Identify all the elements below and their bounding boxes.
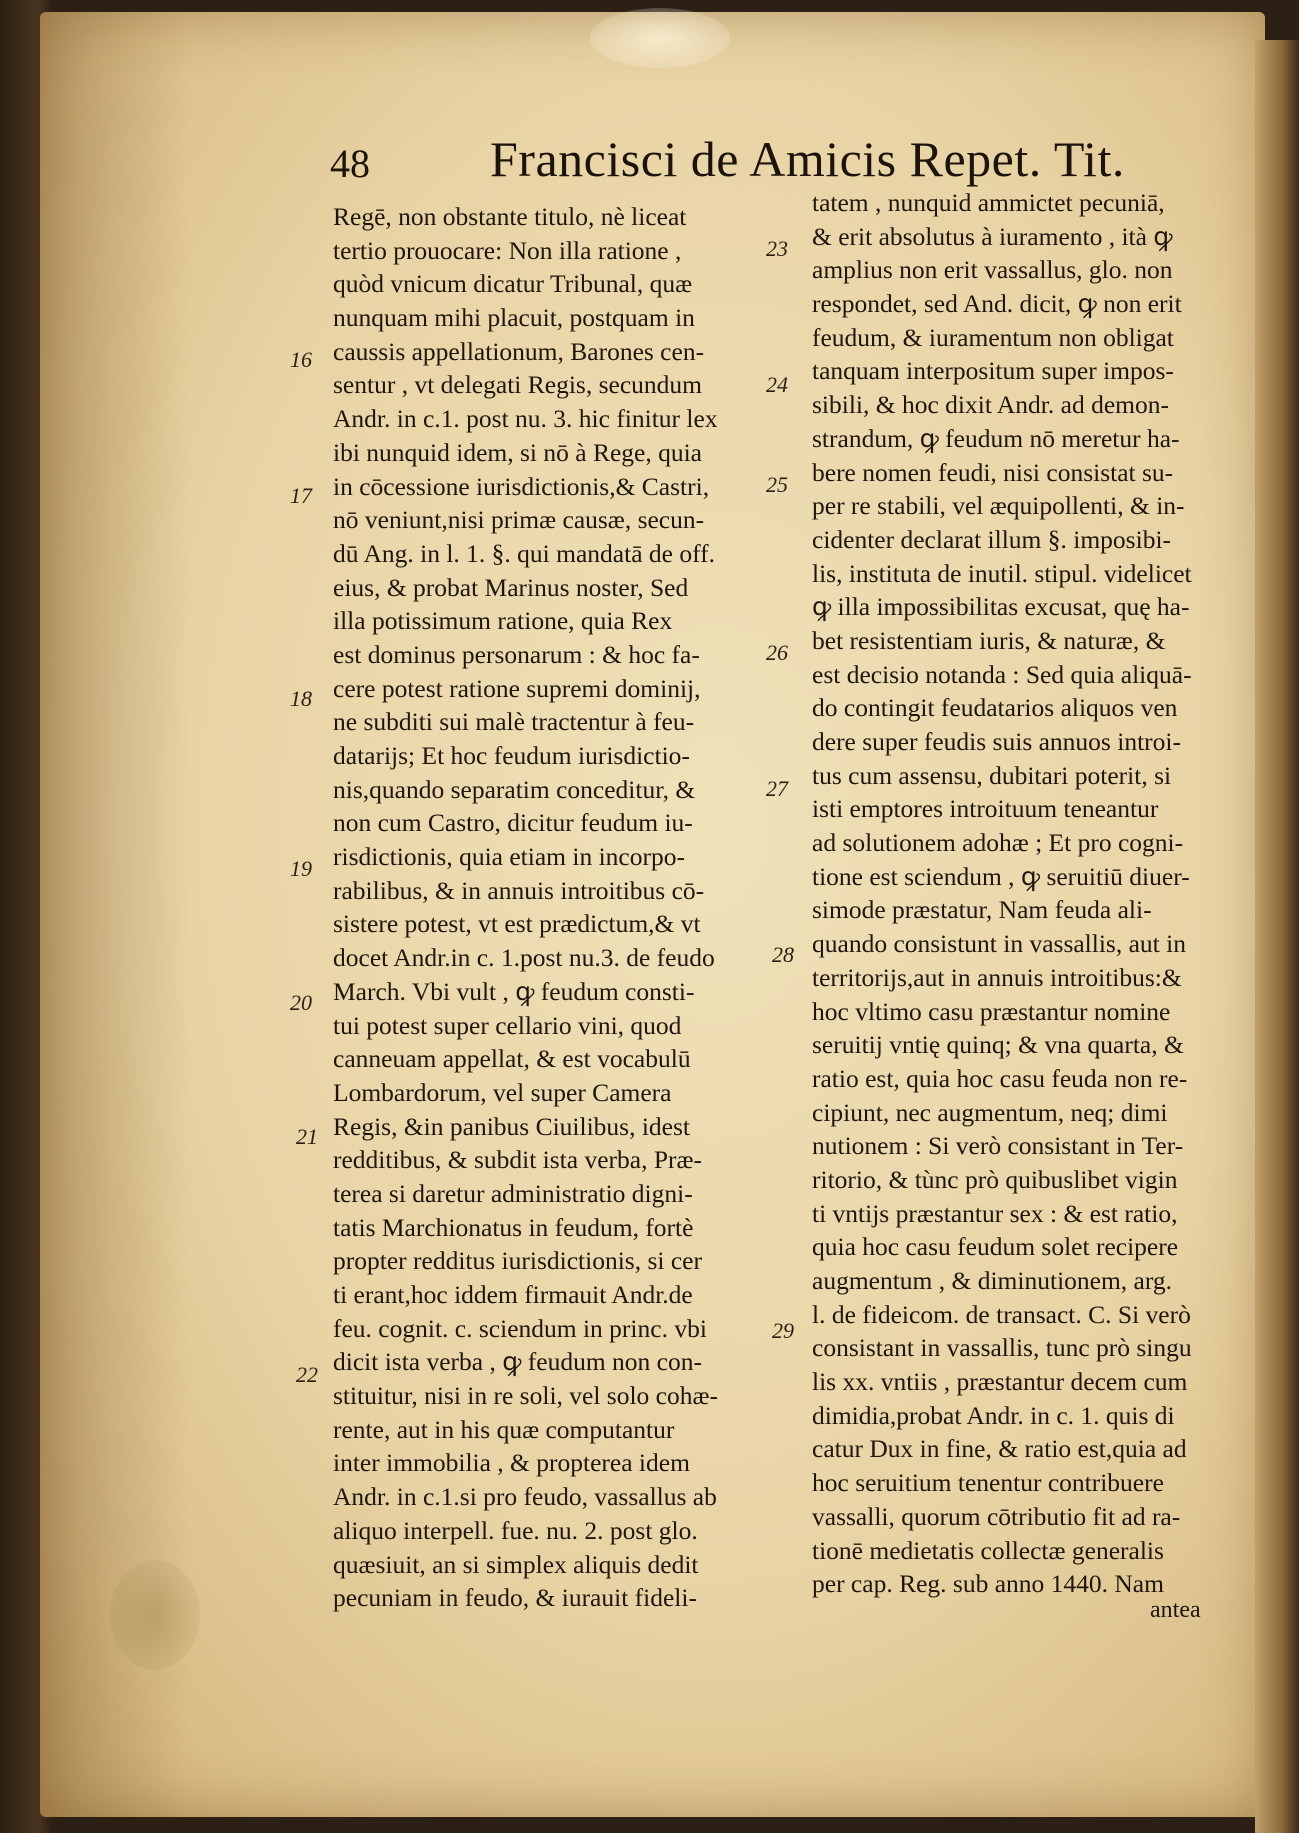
text-line: risdictionis, quia etiam in incorpo- (333, 842, 685, 872)
text-line: tionē medietatis collectæ generalis (812, 1535, 1164, 1565)
text-line: ratio est, quia hoc casu feuda non re- (812, 1063, 1188, 1093)
text-line: illa potissimum ratione, quia Rex (333, 606, 673, 636)
text-line: tertio prouocare: Non illa ratione , (333, 235, 682, 265)
text-line: & erit absolutus à iuramento , ità ꝙ (812, 221, 1173, 251)
text-line: do contingit feudatarios aliquos ven (812, 693, 1178, 723)
text-line: dere super feudis suis annuos introi- (812, 727, 1181, 756)
text-line: quòd vnicum dicatur Tribunal, quæ (333, 269, 693, 299)
paper-stain (590, 8, 730, 68)
text-line: seruitij vntię quinq; & vna quarta, & (812, 1030, 1184, 1060)
text-line: datarijs; Et hoc feudum iurisdictio- (333, 741, 690, 770)
text-line: lis, instituta de inutil. stipul. videlicet (812, 558, 1192, 588)
text-line: propter redditus iurisdictionis, si cer (333, 1246, 702, 1276)
text-line: dū Ang. in l. 1. §. qui mandatā de off. (333, 538, 715, 568)
margin-number: 16 (290, 347, 312, 372)
page-number: 48 (330, 141, 370, 186)
margin-number: 17 (290, 483, 312, 508)
text-line: nutionem : Si verò consistant in Ter- (812, 1131, 1184, 1161)
margin-number: 18 (290, 686, 312, 711)
text-line: eius, & probat Marinus noster, Sed (333, 572, 689, 602)
text-line: per re stabili, vel æquipollenti, & in- (812, 491, 1185, 521)
text-line: Andr. in c.1.si pro feudo, vassallus ab (333, 1482, 717, 1512)
text-line: docet Andr.in c. 1.post nu.3. de feudo (333, 943, 715, 973)
margin-number: 27 (766, 776, 788, 801)
text-line: est dominus personarum : & hoc fa- (333, 639, 700, 669)
text-line: strandum, ꝙ feudum nō meretur ha- (812, 423, 1180, 453)
text-line: per cap. Reg. sub anno 1440. Nam (812, 1569, 1164, 1599)
margin-number: 29 (772, 1318, 794, 1343)
text-line: rente, aut in his quæ computantur (333, 1414, 675, 1444)
text-line: redditibus, & subdit ista verba, Præ- (333, 1145, 703, 1175)
text-line: quæsiuit, an si simplex aliquis dedit (333, 1549, 699, 1579)
text-line: ti vntijs præstantur sex : & est ratio, (812, 1198, 1178, 1228)
text-line: cipiunt, nec augmentum, neq; dimi (812, 1097, 1168, 1127)
text-line: sibili, & hoc dixit Andr. ad demon- (812, 390, 1169, 420)
text-line: non cum Castro, dicitur feudum iu- (333, 808, 693, 838)
text-line: consistant in vassallis, tunc prò singu (812, 1333, 1192, 1363)
running-title: Francisci de Amicis Repet. Tit. (490, 131, 1125, 187)
text-line: sentur , vt delegati Regis, secundum (333, 370, 702, 400)
text-line: tatis Marchionatus in feudum, fortè (333, 1212, 694, 1242)
right-text-column (812, 186, 1252, 1601)
text-line: feu. cognit. c. sciendum in princ. vbi (333, 1313, 707, 1343)
text-line: tione est sciendum , ꝙ seruitiū diuer- (812, 861, 1190, 891)
text-line: nunquam mihi placuit, postquam in (333, 303, 695, 333)
text-line: hoc seruitium tenentur contribuere (812, 1468, 1164, 1498)
text-line: ritorio, & tùnc prò quibuslibet vigin (812, 1164, 1178, 1194)
margin-number: 19 (290, 856, 312, 881)
text-line: ne subditi sui malè tractentur à feu- (333, 707, 695, 737)
text-line: nis,quando separatim conceditur, & (333, 774, 696, 804)
page-fore-edge (1255, 40, 1299, 1833)
text-line: hoc vltimo casu præstantur nomine (812, 996, 1171, 1026)
text-line: ibi nunquid idem, si nō à Rege, quia (333, 437, 702, 467)
text-line: bet resistentiam iuris, & naturæ, & (812, 625, 1166, 655)
text-line: amplius non erit vassallus, glo. non (812, 255, 1173, 285)
text-line: tus cum assensu, dubitari poterit, si (812, 760, 1172, 790)
margin-number: 25 (766, 472, 788, 497)
text-line: March. Vbi vult , ꝙ feudum consti- (333, 976, 695, 1006)
text-line: sistere potest, vt est prædictum,& vt (333, 909, 701, 939)
text-line: in cōcessione iurisdictionis,& Castri, (333, 471, 710, 501)
text-line: cere potest ratione supremi dominij, (333, 673, 701, 703)
text-line: feudum, & iuramentum non obligat (812, 322, 1174, 352)
left-text-column (333, 200, 773, 1615)
text-line: dicit ista verba , ꝙ feudum non con- (333, 1347, 702, 1377)
text-line: ad solutionem adohæ ; Et pro cogni- (812, 828, 1184, 858)
text-line: caussis appellationum, Barones cen- (333, 336, 705, 366)
text-line: canneuam appellat, & est vocabulū (333, 1044, 691, 1074)
text-line: dimidia,probat Andr. in c. 1. quis di (812, 1400, 1175, 1430)
catchword: antea (1150, 1597, 1201, 1623)
text-line: lis xx. vntiis , præstantur decem cum (812, 1367, 1188, 1397)
text-line: augmentum , & diminutionem, arg. (812, 1266, 1173, 1295)
text-line: quando consistunt in vassallis, aut in (812, 929, 1186, 959)
margin-number: 22 (296, 1362, 318, 1387)
margin-number: 26 (766, 640, 788, 665)
text-line: tui potest super cellario vini, quod (333, 1010, 682, 1040)
page-gutter-shadow (40, 12, 190, 1817)
text-line: territorijs,aut in annuis introitibus:& (812, 962, 1182, 992)
text-line: aliquo interpell. fue. nu. 2. post glo. (333, 1515, 698, 1545)
margin-number: 24 (766, 372, 788, 397)
text-line: tanquam interpositum super impos- (812, 356, 1174, 386)
text-line: cidenter declarat illum §. imposibi- (812, 524, 1172, 554)
text-line: respondet, sed And. dicit, ꝙ non erit (812, 289, 1182, 319)
text-line: Andr. in c.1. post nu. 3. hic finitur lex (333, 404, 718, 434)
text-line: nō veniunt,nisi primæ causæ, secun- (333, 505, 705, 535)
text-line: pecuniam in feudo, & iurauit fideli- (333, 1583, 697, 1613)
text-line: isti emptores introituum teneantur (812, 794, 1159, 824)
margin-number: 23 (766, 236, 788, 261)
text-line: quia hoc casu feudum solet recipere (812, 1232, 1179, 1262)
text-line: est decisio notanda : Sed quia aliquā- (812, 659, 1192, 689)
margin-number: 28 (772, 942, 794, 967)
text-line: simode præstatur, Nam feuda ali- (812, 895, 1152, 925)
page-header (330, 130, 1130, 190)
paper-stain (110, 1560, 200, 1670)
text-line: rabilibus, & in annuis introitibus cō- (333, 875, 705, 905)
text-line: ꝙ illa impossibilitas excusat, quę ha- (812, 592, 1190, 622)
text-line: ti erant,hoc iddem firmauit Andr.de (333, 1280, 693, 1309)
text-line: bere nomen feudi, nisi consistat su- (812, 457, 1174, 487)
text-line: catur Dux in fine, & ratio est,quia ad (812, 1434, 1187, 1464)
text-line: terea si daretur administratio digni- (333, 1178, 693, 1208)
text-line: stituitur, nisi in re soli, vel solo cohæ- (333, 1381, 719, 1411)
margin-number: 21 (296, 1124, 318, 1149)
text-line: vassalli, quorum cōtributio fit ad ra- (812, 1501, 1181, 1531)
text-line: tatem , nunquid ammictet pecuniā, (812, 188, 1165, 217)
text-line: Regē, non obstante titulo, nè liceat (333, 202, 687, 231)
text-line: l. de fideicom. de transact. C. Si verò (812, 1299, 1191, 1329)
text-line: Lombardorum, vel super Camera (333, 1077, 672, 1107)
text-line: Regis, &in panibus Ciuilibus, idest (333, 1111, 691, 1141)
text-line: inter immobilia , & propterea idem (333, 1448, 690, 1478)
margin-number: 20 (290, 990, 312, 1015)
